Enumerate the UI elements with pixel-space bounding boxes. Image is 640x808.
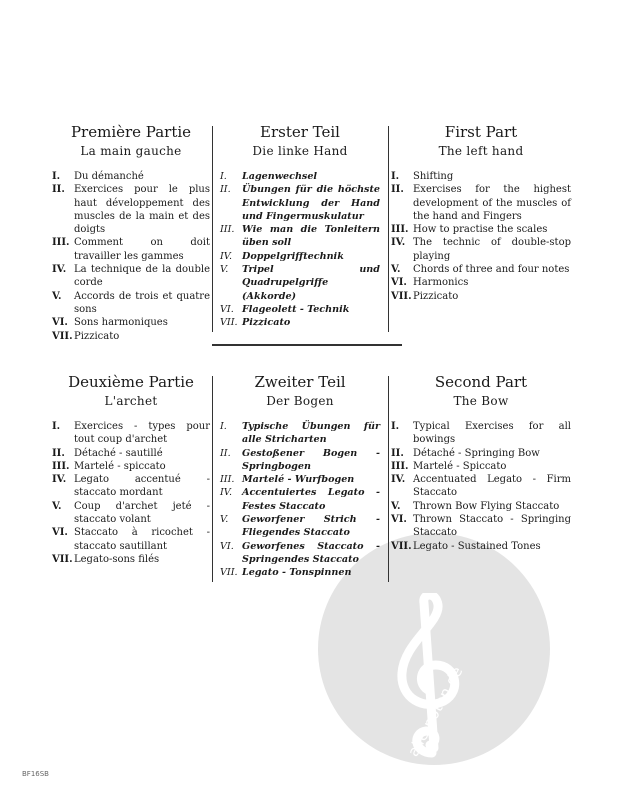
list-item	[220, 316, 380, 329]
item-text: Legato-sons filés	[74, 553, 160, 565]
item-text: How to practise the scales	[413, 224, 548, 236]
item-number: II.	[220, 447, 231, 459]
item-number: III.	[391, 224, 409, 236]
item-number: IV.	[52, 474, 67, 486]
column-german	[220, 372, 380, 580]
item-text: Legato - Tonspinnen	[242, 567, 352, 579]
item-text: Chords of three and four notes	[413, 264, 570, 276]
item-text: Geworfener Strich - Fliegendes Staccato	[242, 514, 380, 539]
item-number: V.	[391, 264, 401, 276]
item-number: IV.	[391, 237, 406, 249]
item-number: V.	[220, 264, 229, 276]
list-item	[52, 553, 210, 566]
item-number: II.	[52, 447, 65, 459]
list-item	[391, 183, 571, 223]
item-number: VII.	[220, 317, 238, 329]
column-title: Première Partie	[70, 123, 192, 141]
item-text: Geworfenes Staccato - Springendes Staccato	[242, 540, 380, 565]
column-title: Zweiter Teil	[254, 373, 346, 391]
item-number: IV.	[220, 250, 233, 262]
column-subtitle: The Bow	[453, 394, 509, 408]
column-subtitle: La main gauche	[80, 144, 182, 158]
item-number: VI.	[52, 317, 68, 329]
list-item	[391, 223, 571, 236]
item-text: Exercices pour le plus haut développement des muscles de la main et des doigts	[74, 184, 210, 236]
item-text: Comment on doit travailler les gammes	[74, 237, 210, 262]
item-text: Accentuiertes Legato - Festes Staccato	[242, 487, 380, 512]
item-number: III.	[391, 460, 409, 472]
column-french	[52, 122, 210, 343]
item-number: IV.	[52, 264, 67, 276]
item-number: VII.	[52, 330, 73, 342]
item-number: I.	[391, 171, 400, 182]
column-english	[391, 372, 571, 553]
list-item	[220, 263, 380, 303]
item-text: Détaché - Springing Bow	[413, 447, 540, 459]
item-text: Flageolett - Technik	[242, 303, 350, 315]
list-item	[52, 236, 210, 263]
item-text: Thrown Bow Flying Staccato	[413, 500, 560, 512]
list-item	[220, 540, 380, 567]
list-item	[220, 513, 380, 540]
watermark-text: alle-noten.de	[404, 663, 467, 760]
column-subtitle: The left hand	[438, 144, 524, 158]
item-number: V.	[52, 500, 62, 512]
item-text: Sons harmoniques	[74, 317, 168, 329]
list-item	[391, 276, 571, 289]
item-text: Accords de trois et quatre sons	[74, 290, 210, 315]
list-item	[52, 290, 210, 317]
item-number: VI.	[52, 527, 68, 539]
list-item	[52, 330, 210, 343]
list-item	[391, 540, 571, 553]
item-text: Pizzicato	[74, 330, 120, 342]
item-number: VI.	[391, 514, 407, 526]
item-text: Lagenwechsel	[242, 171, 318, 182]
item-text: Coup d'archet jeté - staccato volant	[74, 500, 210, 526]
column-subtitle: L'archet	[104, 394, 158, 408]
column-german	[220, 122, 380, 330]
list-item	[391, 460, 571, 473]
column-subtitle: Der Bogen	[266, 394, 334, 408]
list-item	[220, 473, 380, 486]
item-number: III.	[220, 224, 235, 236]
item-number: VII.	[391, 290, 412, 302]
item-text: The technic of double-stop playing	[413, 237, 571, 262]
item-number: III.	[220, 474, 235, 486]
item-number: I.	[220, 421, 227, 432]
item-text: Tripel und Quadrupelgriffe (Akkorde)	[242, 264, 380, 302]
item-text: Martelé - Spiccato	[413, 460, 507, 472]
list-item	[220, 303, 380, 316]
list-item	[220, 170, 380, 183]
item-number: I.	[220, 171, 227, 182]
item-text: Du démanché	[74, 171, 144, 182]
list-item	[391, 473, 571, 500]
item-number: I.	[52, 421, 61, 432]
list-item	[52, 170, 210, 183]
column-title: First Part	[444, 123, 518, 141]
list-item	[391, 263, 571, 276]
item-number: III.	[52, 460, 70, 472]
list-item	[220, 183, 380, 223]
item-number: II.	[391, 184, 404, 196]
item-text: Martelé - Wurfbogen	[242, 474, 355, 486]
column-subtitle: Die linke Hand	[252, 144, 348, 158]
item-text: Typical Exercises for all bowings	[413, 421, 571, 446]
item-number: II.	[52, 184, 65, 196]
item-number: V.	[220, 514, 229, 526]
item-text: Übungen für die höchste Entwicklung der Hand und Fingermuskulatur	[242, 184, 380, 222]
catalog-code: BF16SB	[22, 770, 49, 778]
list-item	[220, 486, 380, 513]
item-number: II.	[391, 447, 404, 459]
item-number: V.	[52, 290, 62, 302]
list-item	[220, 223, 380, 250]
item-number: III.	[52, 237, 70, 249]
list-item	[391, 170, 571, 183]
section-divider	[212, 344, 402, 346]
list-item	[391, 500, 571, 513]
item-text: Staccato à ricochet - staccato sautillant	[74, 527, 210, 552]
item-text: Legato - Sustained Tones	[413, 540, 541, 552]
item-number: VI.	[391, 277, 407, 289]
list-item	[52, 526, 210, 553]
column-title: Second Part	[434, 373, 528, 391]
item-text: Doppelgrifftechnik	[242, 250, 344, 262]
item-number: VII.	[220, 567, 238, 579]
item-text: Exercises for the highest development of the muscles of the hand and Fingers	[413, 184, 571, 222]
item-number: VII.	[52, 553, 73, 565]
item-number: IV.	[391, 474, 406, 486]
column-divider	[388, 376, 389, 582]
column-divider	[212, 126, 213, 332]
column-title: Erster Teil	[260, 123, 340, 141]
item-text: Shifting	[413, 171, 454, 182]
item-number: VI.	[220, 303, 234, 315]
list-item	[52, 183, 210, 236]
list-item	[220, 447, 380, 474]
column-english	[391, 122, 571, 303]
item-number: VII.	[391, 540, 412, 552]
list-item	[52, 500, 210, 527]
item-number: IV.	[220, 487, 233, 499]
list-item	[52, 473, 210, 500]
item-text: Martelé - spiccato	[74, 460, 166, 472]
item-text: Détaché - sautillé	[74, 447, 163, 459]
column-divider	[212, 376, 213, 582]
item-text: Harmonics	[413, 277, 469, 289]
list-item	[52, 263, 210, 290]
item-text: Accentuated Legato - Firm Staccato	[413, 474, 571, 499]
item-text: Pizzicato	[413, 290, 459, 302]
list-item	[391, 420, 571, 447]
list-item	[52, 420, 210, 447]
item-number: VI.	[220, 540, 234, 552]
item-text: La technique de la double corde	[74, 264, 210, 289]
list-item	[391, 290, 571, 303]
item-text: Exercices - types pour tout coup d'archet	[74, 421, 210, 446]
list-item	[52, 460, 210, 473]
item-number: II.	[220, 184, 231, 196]
list-item	[52, 447, 210, 460]
item-number: I.	[391, 421, 400, 432]
item-text: Legato accentué - staccato mordant	[74, 474, 210, 499]
list-item	[220, 420, 380, 447]
item-text: Gestoßener Bogen - Springbogen	[242, 447, 380, 472]
column-divider	[388, 126, 389, 332]
item-text: Pizzicato	[242, 317, 291, 329]
column-french	[52, 372, 210, 566]
list-item	[220, 250, 380, 263]
list-item	[220, 566, 380, 579]
column-title: Deuxième Partie	[68, 373, 194, 391]
item-text: Thrown Staccato - Springing Staccato	[413, 514, 571, 539]
list-item	[391, 447, 571, 460]
item-text: Typische Übungen für alle Stricharten	[242, 421, 380, 446]
list-item	[391, 513, 571, 540]
item-number: I.	[52, 171, 61, 182]
item-number: V.	[391, 500, 401, 512]
list-item	[52, 316, 210, 329]
list-item	[391, 236, 571, 263]
item-text: Wie man die Tonleitern üben soll	[242, 224, 380, 249]
